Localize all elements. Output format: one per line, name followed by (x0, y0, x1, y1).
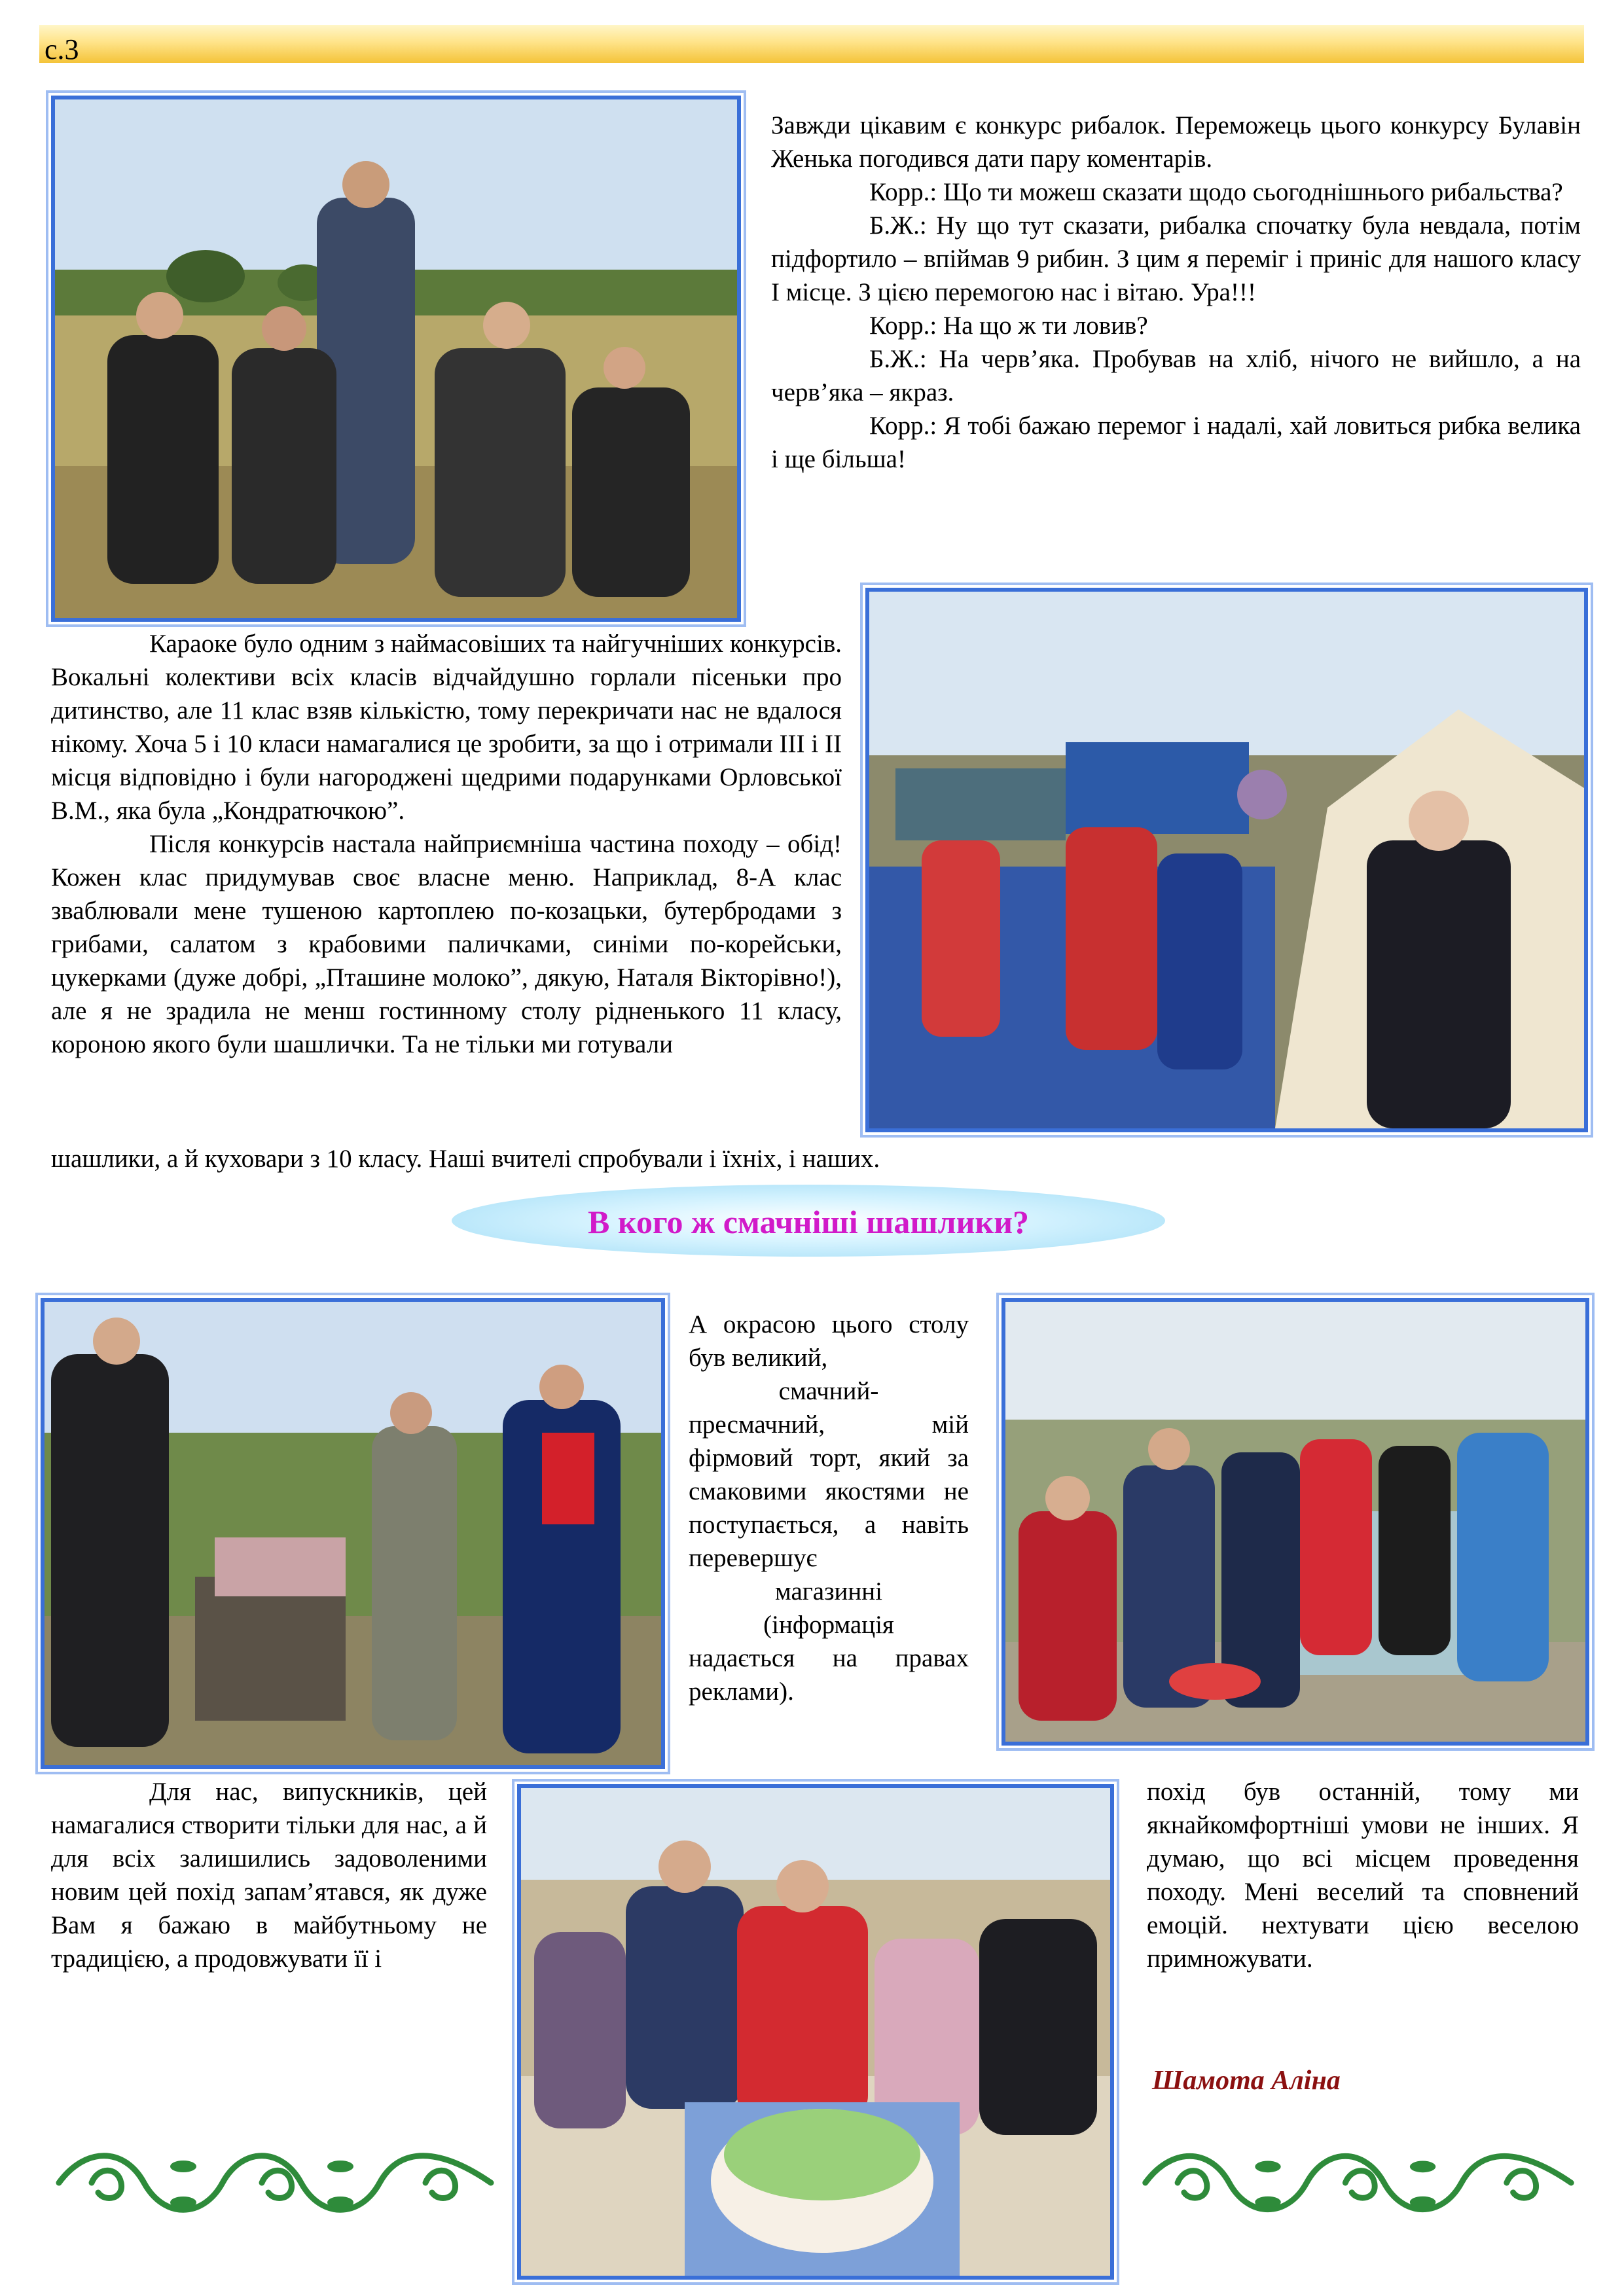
cake-line-6: надається на правах реклами). (689, 1644, 969, 1706)
fishing-interview-text (771, 109, 1581, 476)
photo-karaoke-contest (865, 588, 1588, 1132)
fishing-q3: Корр.: Я тобі бажаю перемог і надалі, хай ловиться рибка велика і ще більша! (771, 412, 1581, 473)
closing-right-paragraph: похід був останній, тому ми якнайкомфортніші умови не інших. Я думаю, що всі місцем проведення походу. Мені веселий та сповнений емоцій. нехтувати цією веселою примножувати. (1147, 1778, 1579, 1973)
lunch-paragraph: Після конкурсів настала найприємніша частина походу – обід! Кожен клас придумував своє власне меню. Наприклад, 8-А клас зваблювали мене тушеною картоплею по-козацьки, бутербродами з грибами, салатом з крабовими паличками, синіми по-корейськи, цукерками (дуже добрі, „Пташине молоко”, дякую, Наталя Вікторівно!), але я не зрадила не менш гостинному столу рідненького 11 класу, короною якого були шашлички. Та не тільки ми готували (51, 830, 842, 1058)
fishing-a1: Б.Ж.: Ну що тут сказати, рибалка спочатку була невдала, потім підфортило – впіймав 9 рибин. З цим я переміг і приніс для нашого класу І місце. З цією перемогою нас і вітаю. Ура!!! (771, 211, 1581, 306)
fishing-q1: Корр.: Що ти можеш сказати щодо сьогоднішнього рибальства? (869, 178, 1563, 206)
cake-line-2: смачний- (778, 1377, 879, 1405)
cake-line-1: А окрасою цього столу був великий, (689, 1310, 969, 1372)
fishing-intro: Завжди цікавим є конкурс рибалок. Переможець цього конкурсу Булавін Женька погодився дати пару коментарів. (771, 111, 1581, 173)
photo-shashlik-boys (41, 1298, 665, 1769)
author-signature: Шамота Аліна (1152, 2066, 1341, 2096)
ornament-right-icon (1132, 2140, 1584, 2225)
ornament-left-icon (46, 2140, 504, 2225)
karaoke-text (51, 627, 842, 1061)
karaoke-paragraph: Караоке було одним з наймасовіших та найгучніших конкурсів. Вокальні колективи всіх класів відчайдушно горлали пісеньки про дитинство, але 11 клас взяв кількістю, тому перекричати нас не вдалося нікому. Хоча 5 і 10 класи намагалися це зробити, за що і отримали ІІІ і ІІ місця відповідно і були нагороджені щедрими подарунками Орловської В.М., яка була „Кондратючкою”. (51, 630, 842, 825)
page-number: с.3 (45, 33, 79, 65)
cake-line-3: пресмачний, мій фірмовий торт, який за смаковими якостями не поступається, а навіть перевершує (689, 1410, 969, 1572)
closing-left-paragraph: Для нас, випускників, цей намагалися створити тільки для нас, а й для всіх залишились задоволеними новим цей похід запам’ятався, як дуже Вам я бажаю в майбутньому не традицією, а продовжувати її і (51, 1778, 487, 1973)
header-bar (39, 25, 1584, 63)
cake-line-5: (інформація (763, 1611, 894, 1639)
photo-teachers-group (1001, 1298, 1589, 1746)
photo-cake-picnic (517, 1784, 1114, 2280)
photo-fishing-contest (51, 96, 741, 622)
closing-text-left (51, 1775, 487, 1975)
cake-text (689, 1308, 969, 1708)
cake-line-4: магазинні (775, 1577, 882, 1605)
fishing-a2: Б.Ж.: На черв’яка. Пробував на хліб, нічого не вийшло, а на черв’яка – якраз. (771, 345, 1581, 406)
headline-title: В кого ж смачніші шашлики? (587, 1204, 1030, 1240)
lunch-last-line: шашлики, а й куховари з 10 класу. Наші вчителі спробували і їхніх, і наших. (51, 1145, 880, 1173)
closing-text-right (1147, 1775, 1579, 1975)
headline-banner (452, 1185, 1165, 1257)
fishing-q2: Корр.: На що ж ти ловив? (869, 312, 1148, 340)
